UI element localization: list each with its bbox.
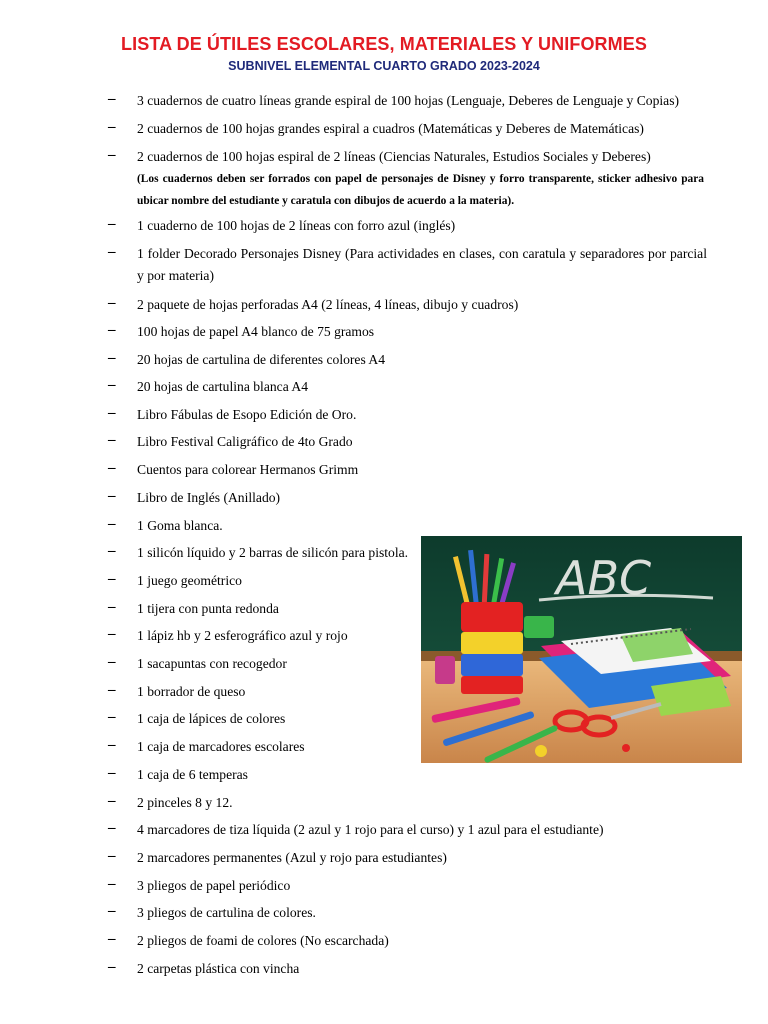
- notebook-note: (Los cuadernos deben ser forrados con papel de personajes de Disney y forro transparente, sticker adhesivo para ubicar nombre del estudiante y caratula con dibujos de acuerdo a la materia).: [137, 173, 704, 207]
- page-subtitle: SUBNIVEL ELEMENTAL CUARTO GRADO 2023-2024: [228, 59, 540, 73]
- school-supplies-photo: [421, 536, 742, 763]
- page-title: LISTA DE ÚTILES ESCOLARES, MATERIALES Y UNIFORMES: [121, 34, 647, 54]
- pencil-cup-icon: [461, 602, 523, 694]
- chalkboard-abc: ABC: [556, 551, 652, 605]
- list-item: – 3 cuadernos de cuatro líneas grande espiral de 100 hojas (Lenguaje, Deberes de Lenguaje y Copias): [108, 91, 680, 108]
